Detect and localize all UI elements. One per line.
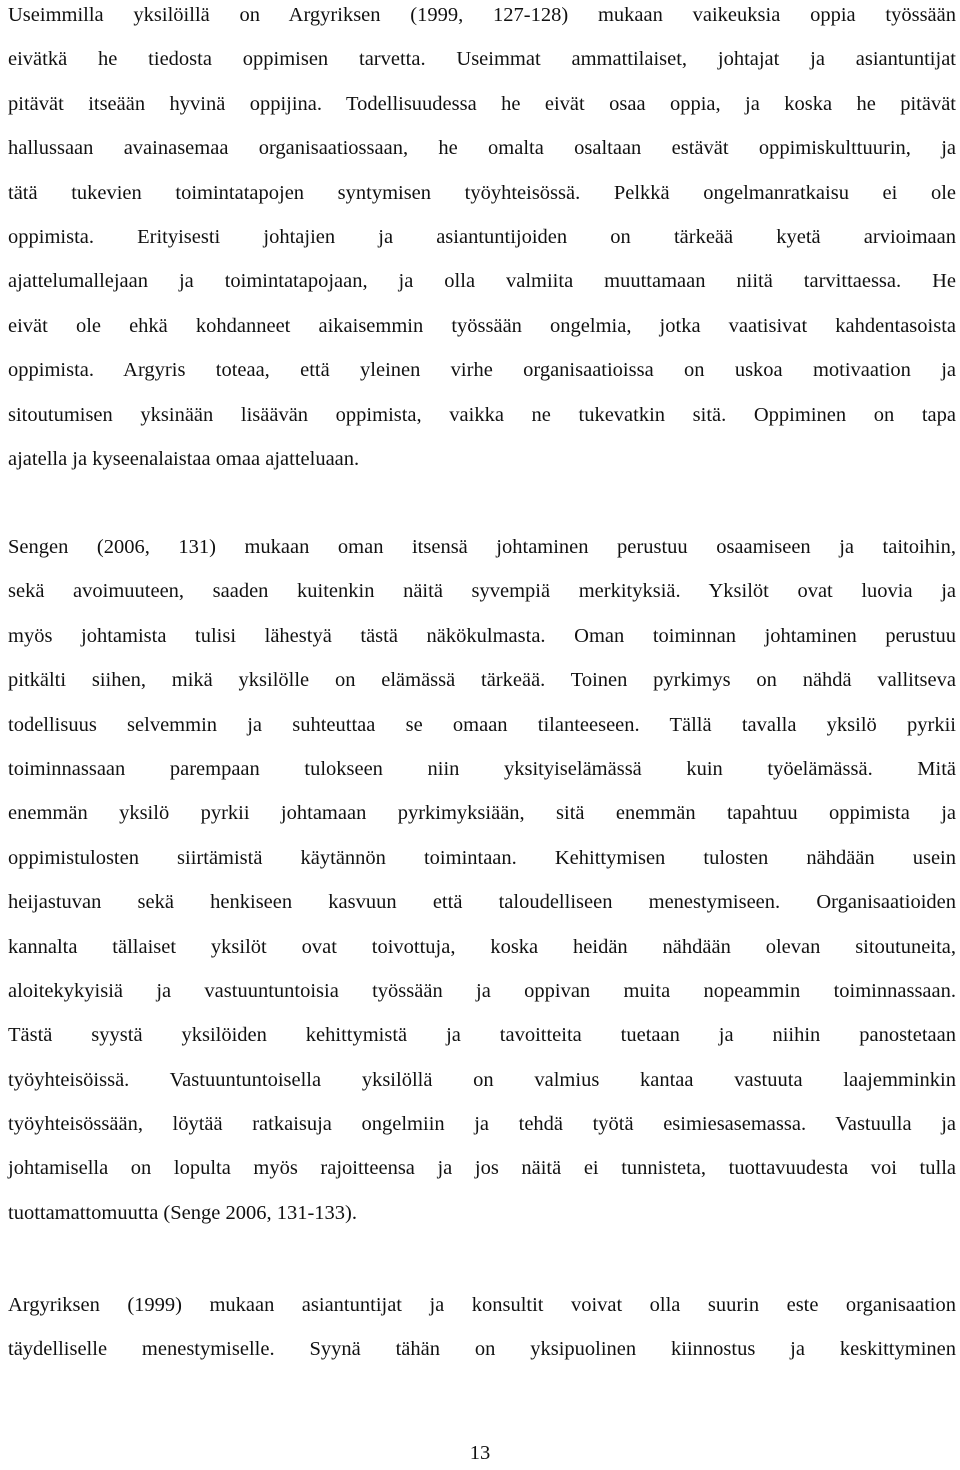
text-line: työyhteisössään, löytää ratkaisuja ongelmiin ja tehdä työtä esimiesasemassa. Vastuulla ja [8,1113,956,1136]
text-line: johtamisella on lopulta myös rajoitteensa ja jos näitä ei tunnisteta, tuottavuudesta voi tulla [8,1157,956,1180]
text-line: oppimista. Argyris toteaa, että yleinen virhe organisaatioissa on uskoa motivaation ja [8,359,956,382]
text-line: myös johtamista tulisi lähestyä tästä näkökulmasta. Oman toiminnan johtaminen perustuu [8,624,956,647]
text-line: heijastuvan sekä henkiseen kasvuun että taloudelliseen menestymiseen. Organisaatioiden [8,891,956,914]
text-line: kannalta tällaiset yksilöt ovat toivottuja, koska heidän nähdään olevan sitoutuneita, [8,935,956,958]
text-line: toiminnassaan parempaan tulokseen niin yksityiselämässä kuin työelämässä. Mitä [8,757,956,780]
text-line: eivätkä he tiedosta oppimisen tarvetta. Useimmat ammattilaiset, johtajat ja asiantuntijat [8,48,956,71]
paragraph-argyris-experts [8,1283,956,1372]
text-line: eivät ole ehkä kohdanneet aikaisemmin työssään ongelmia, jotka vaatisivat kahdentasoista [8,314,956,337]
text-line: Sengen (2006, 131) mukaan oman itsensä johtaminen perustuu osaamiseen ja taitoihin, [8,536,956,558]
text-line: täydelliselle menestymiselle. Syynä tähän on yksipuolinen kiinnostus ja keskittyminen [8,1338,956,1361]
text-line: hallussaan avainasemaa organisaatiossaan, he omalta osaltaan estävät oppimiskulttuurin, ja [8,137,956,160]
text-line: Useimmilla yksilöillä on Argyriksen (1999, 127-128) mukaan vaikeuksia oppia työssään [8,4,956,26]
text-line: aloitekykyisiä ja vastuuntuntoisia työssään ja oppivan muita nopeammin toiminnassaan. [8,979,956,1002]
text-line: oppimistulosten siirtämistä käytännön toimintaan. Kehittymisen tulosten nähdään usein [8,846,956,869]
paragraph-argyris-learning [8,0,956,481]
text-line: todellisuus selvemmin ja suhteuttaa se omaan tilanteeseen. Tällä tavalla yksilö pyrkii [8,713,956,736]
text-line: enemmän yksilö pyrkii johtamaan pyrkimyksiään, sitä enemmän tapahtuu oppimista ja [8,802,956,825]
text-line: sitoutumisen yksinään lisäävän oppimista, vaikka ne tukevatkin sitä. Oppiminen on tapa [8,403,956,426]
page-number: 13 [469,1442,491,1464]
text-line: pitävät itseään hyvinä oppijina. Todellisuudessa he eivät osaa oppia, ja koska he pitävät [8,92,956,115]
text-line: tuottamattomuutta (Senge 2006, 131-133). [8,1201,358,1224]
paragraph-senge-self-leadership [8,525,956,1235]
text-line: työyhteisöissä. Vastuuntuntoisella yksilöllä on valmius kantaa vastuuta laajemminkin [8,1068,956,1091]
text-line: ajatella ja kyseenalaistaa omaa ajatteluaan. [8,447,360,470]
text-line: tätä tukevien toimintatapojen syntymisen työyhteisössä. Pelkkä ongelmanratkaisu ei ole [8,181,956,204]
text-line: Tästä syystä yksilöiden kehittymistä ja tavoitteita tuetaan ja niihin panostetaan [8,1024,956,1047]
text-line: oppimista. Erityisesti johtajien ja asiantuntijoiden on tärkeää kyetä arvioimaan [8,225,956,248]
text-line: Argyriksen (1999) mukaan asiantuntijat ja konsultit voivat olla suurin este organisaation [8,1294,956,1316]
text-line: ajattelumallejaan ja toimintatapojaan, ja olla valmiita muuttamaan niitä tarvittaessa. He [8,270,956,293]
text-line: pitkälti siihen, mikä yksilölle on elämässä tärkeää. Toinen pyrkimys on nähdä vallitseva [8,669,956,692]
text-line: sekä avoimuuteen, saaden kuitenkin näitä syvempiä merkityksiä. Yksilöt ovat luovia ja [8,580,956,603]
